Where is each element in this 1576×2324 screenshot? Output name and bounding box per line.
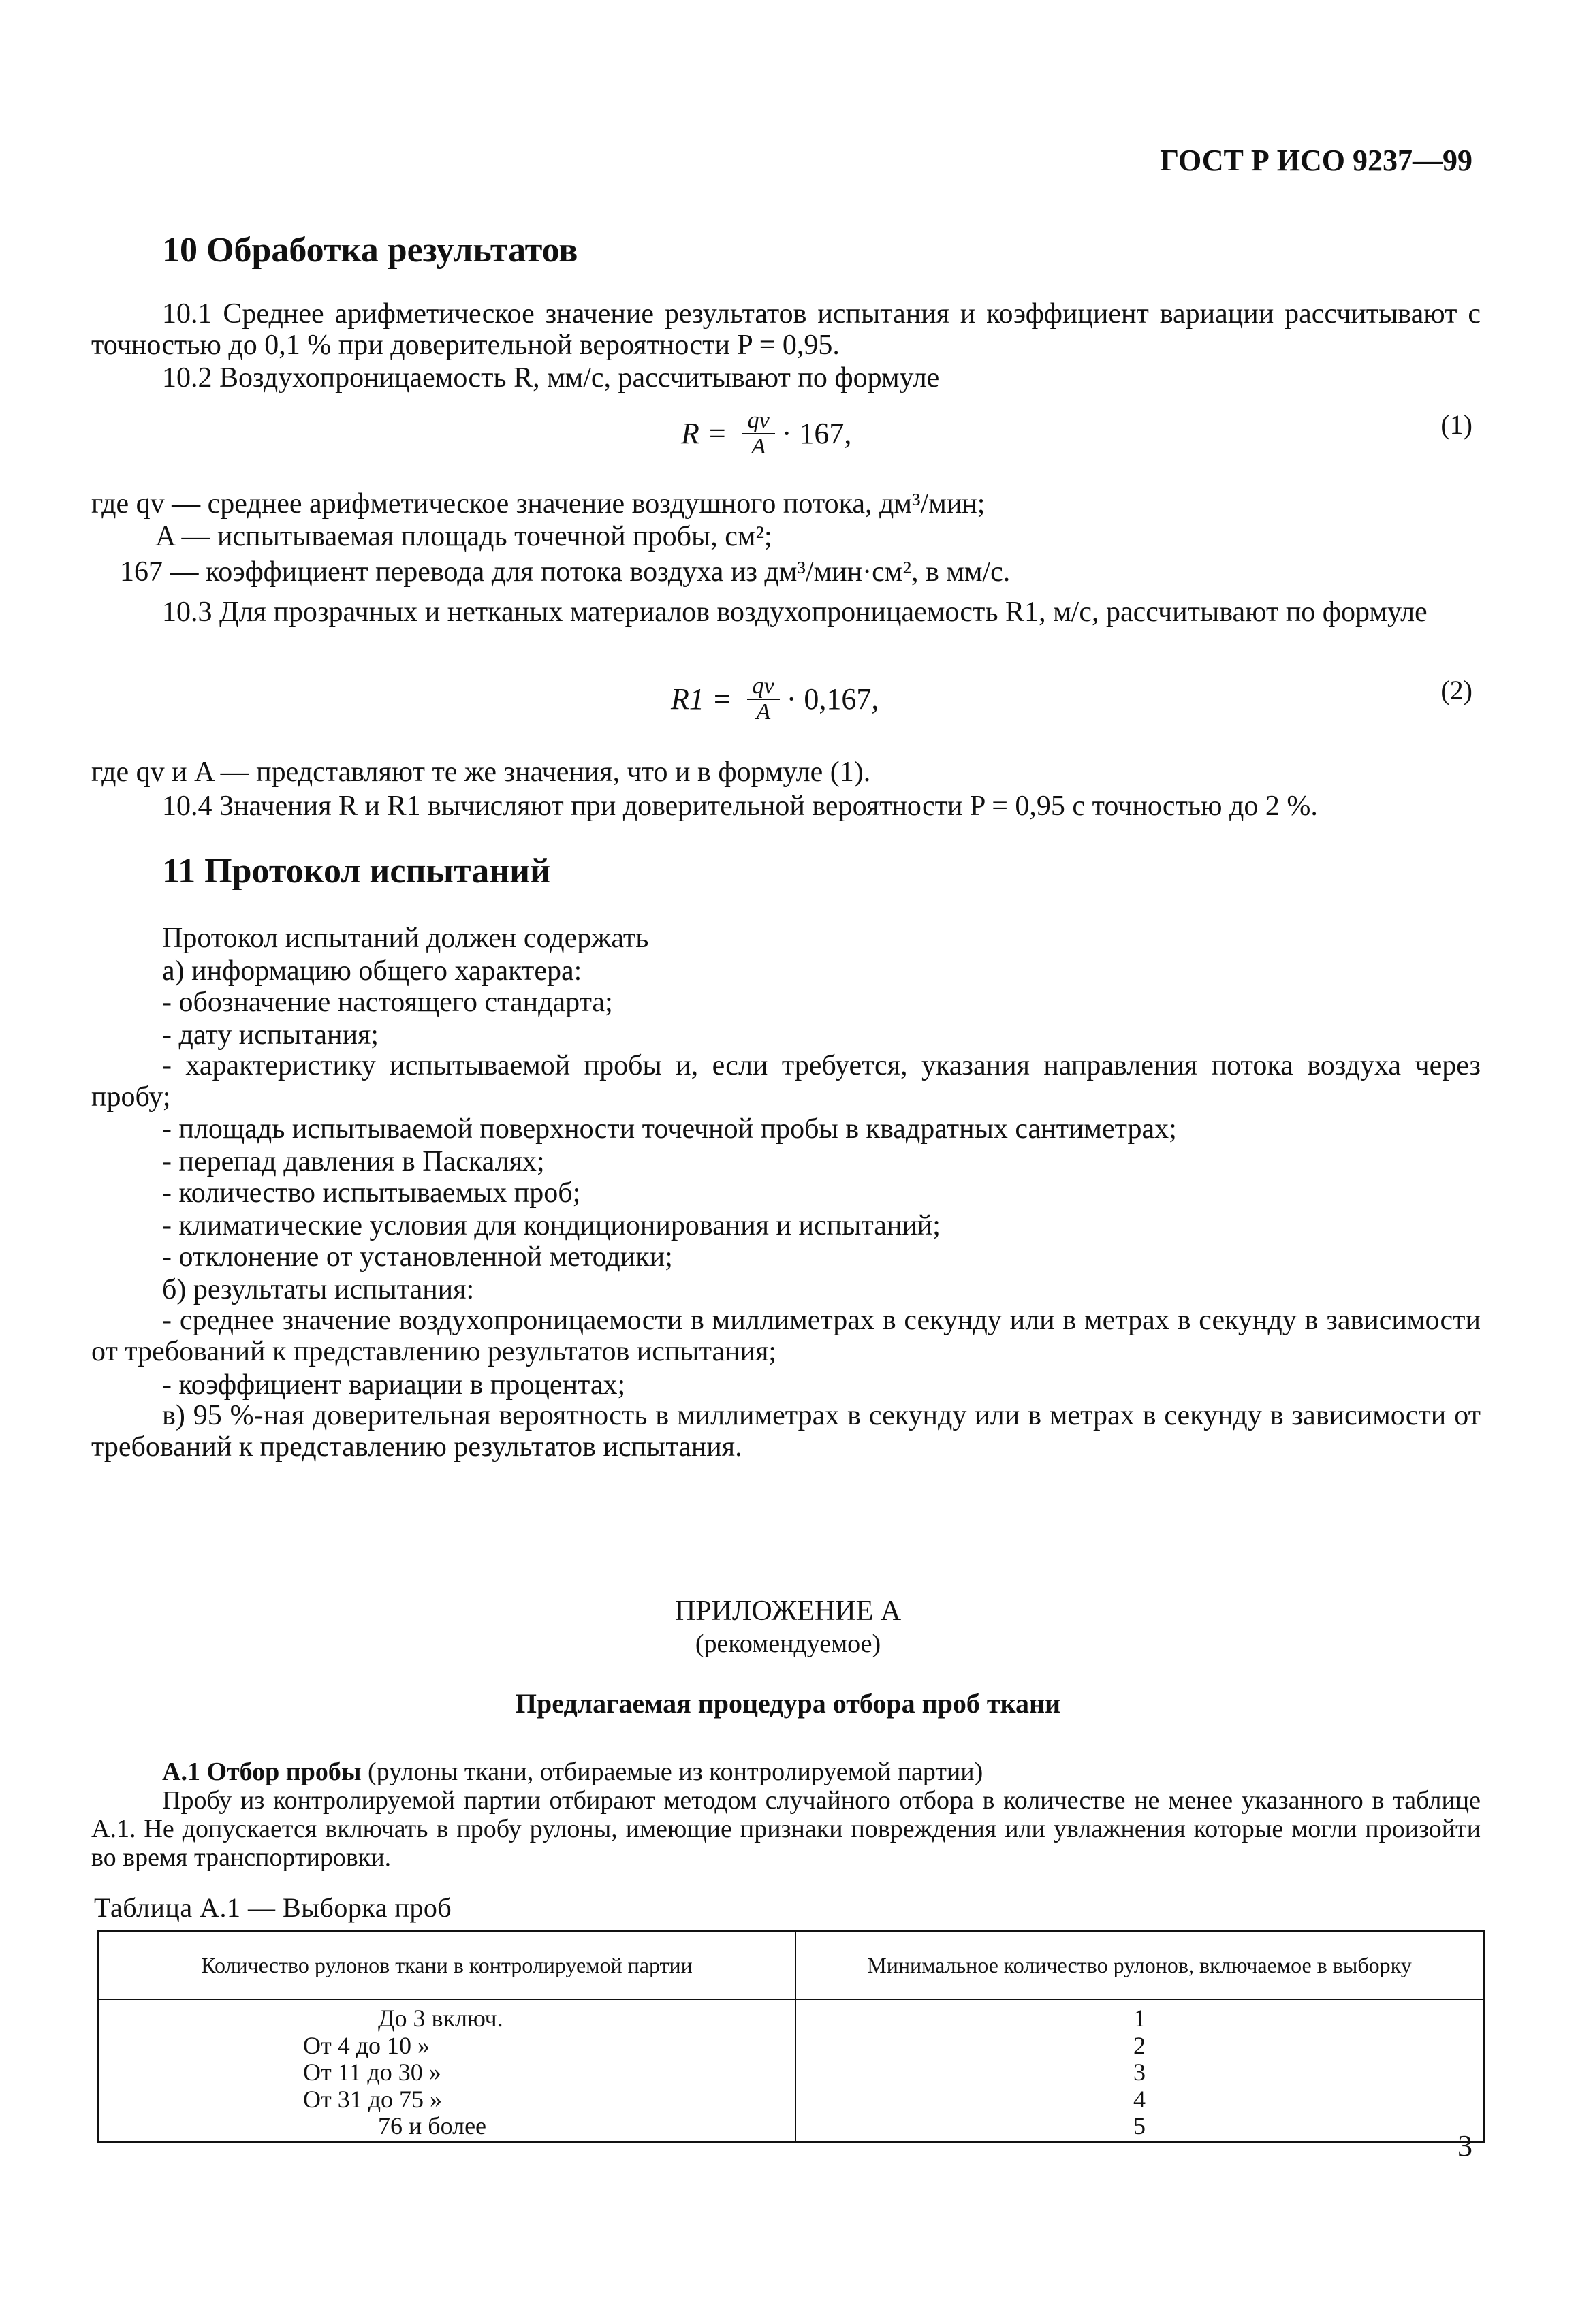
protocol-a-item: - дату испытания; bbox=[162, 1019, 379, 1051]
protocol-item-c: в) 95 %-ная доверительная вероятность в миллиметрах в секунду или в метрах в секунду в зависимости от требований к представлению результатов испытания. bbox=[91, 1400, 1481, 1463]
a1-heading-rest: (рулоны ткани, отбираемые из контролируемой партии) bbox=[361, 1757, 983, 1786]
table-cell: 5 bbox=[1133, 2112, 1146, 2140]
protocol-a-item: - обозначение настоящего стандарта; bbox=[162, 987, 613, 1018]
where-1-line-2: A — испытываемая площадь точечной пробы, см²; bbox=[155, 521, 772, 552]
table-cell: От 11 до 30 » bbox=[303, 2058, 441, 2086]
formula-1-denominator: A bbox=[751, 433, 766, 459]
protocol-a-item: - климатические условия для кондиционирования и испытаний; bbox=[162, 1210, 941, 1241]
table-header-rolls-in-lot: Количество рулонов ткани в контролируемой партии bbox=[98, 1931, 796, 2000]
a1-heading-bold: А.1 Отбор пробы bbox=[162, 1757, 362, 1786]
table-cell: 1 bbox=[1133, 2005, 1146, 2032]
formula-2 bbox=[671, 674, 879, 724]
formula-1-tail: · 167, bbox=[781, 417, 852, 451]
paragraph-10-4: 10.4 Значения R и R1 вычисляют при доверительной вероятности P = 0,95 с точностью до 2 %. bbox=[162, 791, 1318, 822]
appendix-title: ПРИЛОЖЕНИЕ А bbox=[674, 1595, 902, 1627]
appendix-heading: Предлагаемая процедура отбора проб ткани bbox=[515, 1688, 1061, 1719]
formula-1-lhs: R bbox=[681, 417, 699, 451]
protocol-a-item: - характеристику испытываемой пробы и, если требуется, указания направления потока воздуха через пробу; bbox=[91, 1050, 1481, 1113]
protocol-item-b: б) результаты испытания: bbox=[162, 1274, 475, 1305]
protocol-a-item: - площадь испытываемой поверхности точечной пробы в квадратных сантиметрах; bbox=[162, 1113, 1177, 1145]
formula-2-lhs: R1 bbox=[671, 682, 704, 716]
table-caption: Таблица А.1 — Выборка проб bbox=[94, 1892, 452, 1923]
formula-2-number: (2) bbox=[1440, 675, 1472, 705]
table-cell: До 3 включ. bbox=[378, 2005, 503, 2032]
protocol-a-item: - количество испытываемых проб; bbox=[162, 1177, 581, 1209]
paragraph-10-3: 10.3 Для прозрачных и нетканых материалов воздухопроницаемость R1, м/с, рассчитывают по формуле bbox=[162, 596, 1428, 628]
protocol-intro: Протокол испытаний должен содержать bbox=[162, 923, 649, 954]
paragraph-10-2: 10.2 Воздухопроницаемость R, мм/с, рассчитывают по формуле bbox=[162, 362, 940, 394]
table-cell: От 4 до 10 » bbox=[303, 2031, 430, 2059]
protocol-a-item: - перепад давления в Паскалях; bbox=[162, 1146, 545, 1177]
section-10-title: 10 Обработка результатов bbox=[162, 231, 578, 270]
protocol-item-a: а) информацию общего характера: bbox=[162, 955, 582, 987]
section-11-title: 11 Протокол испытаний bbox=[162, 852, 551, 891]
paragraph-10-1: 10.1 Среднее арифметическое значение результатов испытания и коэффициент вариации рассчитывают с точностью до 0,1 % при доверительной вероятности P = 0,95. bbox=[91, 298, 1481, 362]
protocol-a-item: - отклонение от установленной методики; bbox=[162, 1241, 673, 1273]
a1-text: Пробу из контролируемой партии отбирают методом случайного отбора в количестве не менее указанного в таблице А.1. Не допускается включать в пробу рулоны, имеющие признаки повреждения или увлажнения которые могли произойти во время транспортировки. bbox=[91, 1786, 1481, 1872]
table-cell: От 31 до 75 » bbox=[303, 2085, 443, 2113]
protocol-b-item: - коэффициент вариации в процентах; bbox=[162, 1369, 626, 1401]
formula-2-numerator: qv bbox=[752, 673, 774, 699]
formula-2-fraction bbox=[747, 674, 780, 724]
formula-2-eq: = bbox=[713, 682, 731, 716]
formula-1-numerator: qv bbox=[747, 408, 770, 433]
formula-2-tail: · 0,167, bbox=[786, 682, 879, 716]
formula-1-number: (1) bbox=[1440, 409, 1472, 440]
document-header: ГОСТ Р ИСО 9237—99 bbox=[1160, 144, 1472, 177]
a1-heading bbox=[162, 1757, 983, 1787]
where-1-line-3: 167 — коэффициент перевода для потока воздуха из дм³/мин·см², в мм/с. bbox=[120, 556, 1011, 588]
protocol-b-item: - среднее значение воздухопроницаемости в миллиметрах в секунду или в метрах в секунду в зависимости от требований к представлению результатов испытания; bbox=[91, 1305, 1481, 1368]
where-1-line-1: где qv — среднее арифметическое значение воздушного потока, дм³/мин; bbox=[91, 488, 986, 520]
table-col-rolls-in-lot bbox=[98, 1999, 796, 2142]
table-cell: 2 bbox=[1133, 2031, 1146, 2059]
table-cell: 4 bbox=[1133, 2085, 1146, 2113]
page-number: 3 bbox=[1457, 2129, 1472, 2163]
table-header-min-rolls: Минимальное количество рулонов, включаемое в выборку bbox=[795, 1931, 1484, 2000]
sample-table bbox=[97, 1930, 1485, 2143]
formula-2-denominator: A bbox=[756, 699, 771, 725]
table-cell: 76 и более bbox=[378, 2112, 487, 2140]
formula-1-eq: = bbox=[708, 417, 726, 451]
table-cell: 3 bbox=[1133, 2058, 1146, 2086]
appendix-subtitle: (рекомендуемое) bbox=[695, 1629, 881, 1658]
formula-1 bbox=[681, 409, 851, 458]
formula-1-fraction bbox=[742, 409, 775, 458]
where-2: где qv и A — представляют те же значения, что и в формуле (1). bbox=[91, 757, 871, 788]
table-col-min-rolls bbox=[795, 1999, 1484, 2142]
